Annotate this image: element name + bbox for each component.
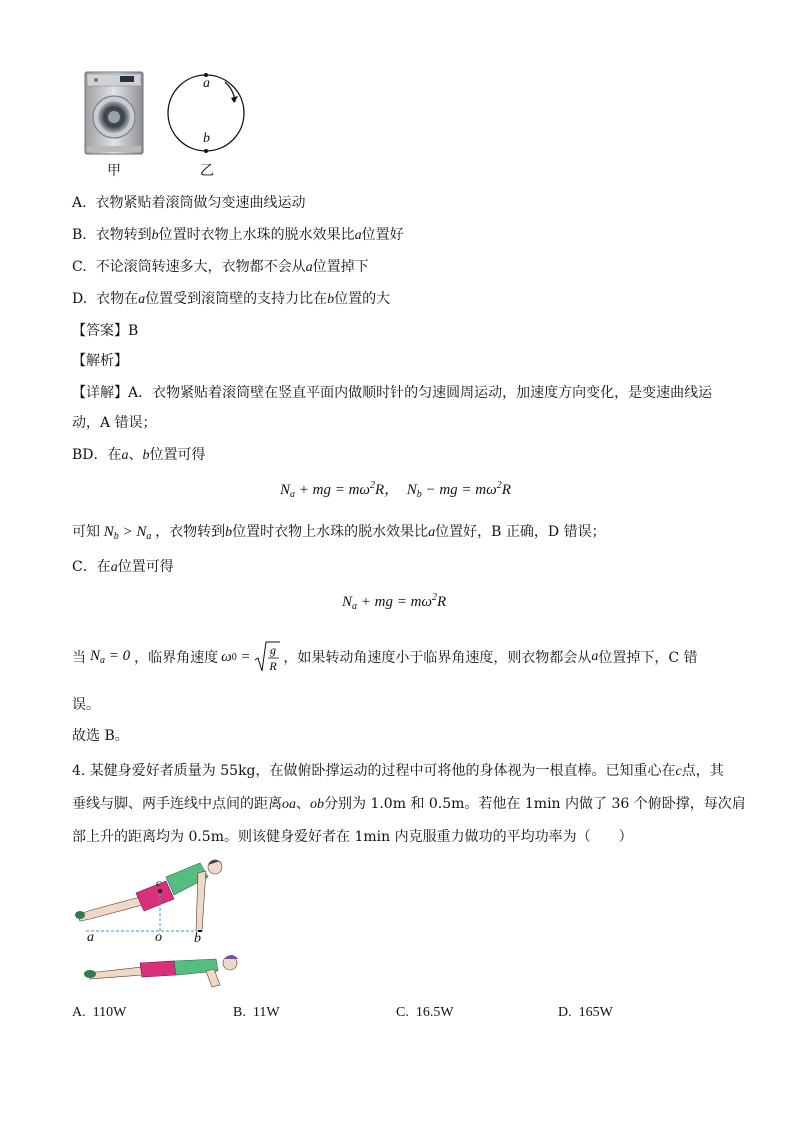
detail-line-2: 动，A 错误；: [72, 415, 157, 431]
q4-option-c: C. 16.5W: [396, 1005, 454, 1020]
option-letter: A.: [72, 195, 87, 211]
fig-label-a: a: [87, 930, 94, 945]
option-text: 位置受到滚筒壁的支持力比在: [145, 291, 328, 307]
option-text: 位置好: [361, 227, 404, 243]
bd-line: BD．在a、b位置可得: [72, 447, 206, 463]
detail-line-1: [72, 382, 712, 402]
equation-2: $N_a$ + mg = $m\omega^2R$: [342, 592, 447, 612]
c-line: C．在a位置可得: [72, 559, 174, 575]
lowered-person: [84, 955, 238, 987]
option-text: 衣物紧贴着滚筒做匀变速曲线运动: [95, 195, 306, 211]
plank-person: [75, 860, 222, 931]
answer-label: 【答案】: [72, 323, 128, 339]
option-c: [72, 256, 369, 276]
q4-option-a: A. 110W: [72, 1005, 127, 1020]
answer-line: [72, 320, 138, 340]
detail-text: A．衣物紧贴着滚筒壁在竖直平面内做顺时针的匀速圆周运动，加速度方向变化，是变速曲线运: [128, 385, 713, 401]
fig-label-b: b: [194, 931, 201, 946]
washing-machine-figure: [84, 70, 144, 156]
svg-text:g: g: [270, 643, 277, 657]
point-a-label: a: [203, 76, 210, 91]
figure-caption-left: 甲: [107, 163, 121, 179]
option-text: 不论滚筒转速多大，衣物都不会从: [95, 259, 306, 275]
q4-line-1: 4. 某健身爱好者质量为 55kg，在做俯卧撑运动的过程中可将他的身体视为一根直棒。已知重心在c点，其: [72, 763, 724, 779]
option-text: 位置掉下: [312, 259, 369, 275]
option-d: [72, 288, 390, 308]
figure-caption-right: 乙: [200, 163, 214, 179]
equation-1: $N_a$ + mg = $m\omega^2R$， $N_b$ − mg = $m\omega^2R$: [280, 480, 511, 500]
var-b: b: [151, 228, 159, 243]
svg-text:R: R: [269, 659, 278, 673]
option-text: 位置的大: [334, 291, 391, 307]
option-text: 位置时衣物上水珠的脱水效果比: [158, 227, 355, 243]
critical-line: 当 $N_a = 0$ ，临界角速度 ω 0 = g R ，如果转动角速度小于临界角速度，则衣物都会从 a 位置掉下，C 错: [72, 640, 698, 674]
option-letter: D.: [72, 291, 88, 307]
var-a: a: [138, 292, 146, 307]
sqrt-icon: [254, 640, 280, 674]
option-a: [72, 192, 305, 212]
option-text: 衣物转到: [95, 227, 152, 243]
var-b: b: [327, 292, 335, 307]
detail-label: 【详解】: [72, 385, 128, 401]
q4-option-d: D. 165W: [558, 1005, 613, 1020]
q4-line-3: 部上升的距离均为 0.5m。则该健身爱好者在 1min 内克服重力做功的平均功率为（ ）: [72, 829, 633, 845]
fig-label-o: o: [155, 930, 162, 945]
q4-option-b: B. 11W: [233, 1005, 280, 1020]
var-a: a: [354, 228, 362, 243]
conclusion-line: 可知 $N_b > N_a$ ，衣物转到b位置时衣物上水珠的脱水效果比a位置好，B 正确，D 错误；: [72, 524, 606, 542]
var-a: a: [121, 448, 129, 463]
critical-line-2: 误。: [72, 697, 100, 713]
q4-line-2: 垂线与脚、两手连线中点间的距离oa、ob分别为 1.0m 和 0.5m。若他在 1min 内做了 36 个俯卧撑，每次肩: [72, 796, 746, 812]
point-b-label: b: [203, 131, 210, 146]
option-letter: B.: [72, 227, 87, 243]
fig-label-c: c: [156, 877, 161, 889]
pushup-figure: [70, 855, 250, 995]
option-b: [72, 224, 404, 244]
answer-value: B: [128, 323, 139, 339]
analysis-label: 【解析】: [72, 353, 128, 369]
option-letter: C.: [72, 259, 87, 275]
option-text: 衣物在: [96, 291, 139, 307]
var-b: b: [142, 448, 150, 463]
choose-line: 故选 B。: [72, 728, 129, 744]
var-a: a: [305, 260, 313, 275]
